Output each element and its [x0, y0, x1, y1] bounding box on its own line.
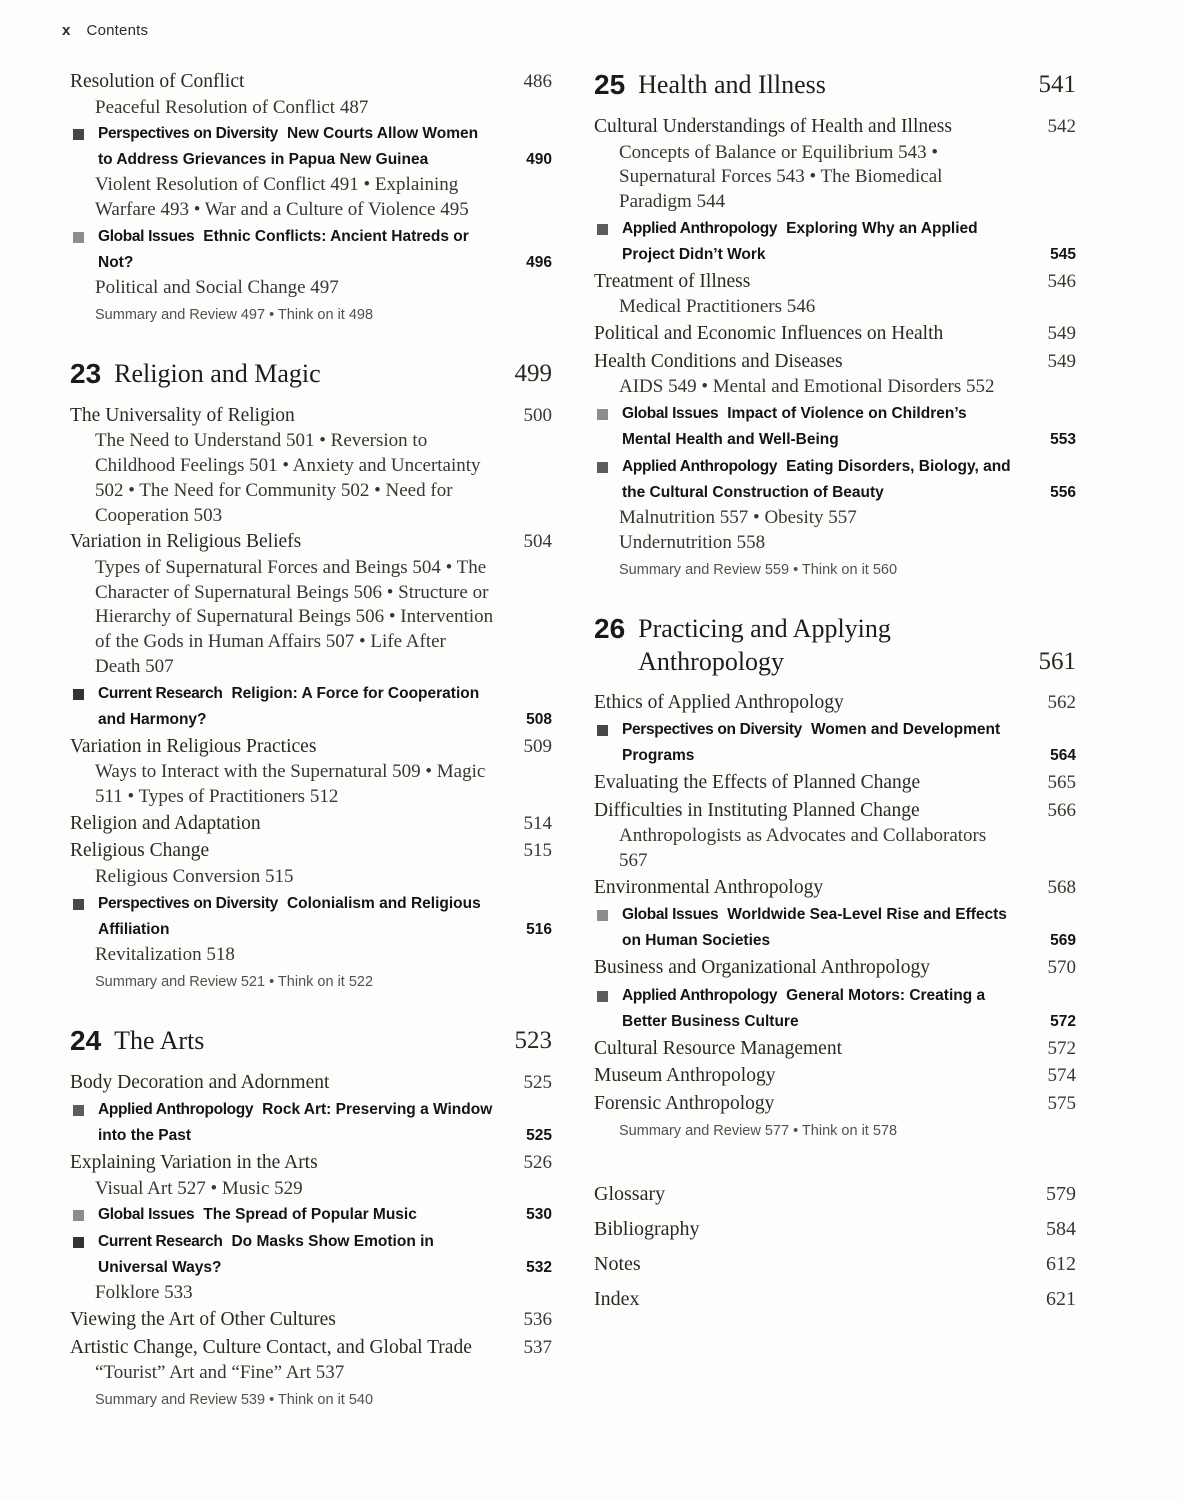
- page-number: 584: [1046, 1218, 1076, 1241]
- page-number: 516: [526, 920, 552, 938]
- back-matter-entry[interactable]: [594, 1282, 1076, 1317]
- page-number: 536: [523, 1309, 552, 1331]
- toc-subsection-text: Visual Art 527 • Music 529: [95, 1177, 303, 1199]
- feature-marker-square-icon: [597, 725, 608, 736]
- toc-feature-box-entry[interactable]: [70, 1202, 552, 1228]
- toc-section-entry[interactable]: [594, 1062, 1076, 1090]
- page-number: 508: [526, 710, 552, 728]
- feature-marker-square-icon: [73, 129, 84, 140]
- page-number: 504: [523, 531, 552, 553]
- back-matter-title: Glossary: [594, 1183, 666, 1206]
- feature-title: Women and Development Programs: [622, 721, 1001, 765]
- toc-section-title: Ethics of Applied Anthropology: [594, 691, 844, 713]
- toc-subsection-entry[interactable]: [619, 295, 1076, 320]
- toc-section-entry[interactable]: [70, 837, 552, 865]
- feature-marker-square-icon: [597, 462, 608, 473]
- toc-section-title: Viewing the Art of Other Cultures: [70, 1309, 336, 1331]
- page-number: 561: [1038, 647, 1076, 675]
- page-number: 549: [1047, 350, 1076, 372]
- toc-subsection-text: Concepts of Balance or Equilibrium 543 • Supernatural Forces 543 • The Biomedical Paradigm 544: [619, 141, 943, 213]
- back-matter-section: [594, 1177, 1076, 1317]
- toc-section-entry[interactable]: [594, 689, 1076, 717]
- page-number: 546: [1047, 270, 1076, 292]
- page-number: 532: [526, 1259, 552, 1277]
- feature-marker-square-icon: [597, 991, 608, 1002]
- page-number: 621: [1046, 1288, 1076, 1311]
- toc-subsection-text: “Tourist” Art and “Fine” Art 537: [95, 1362, 345, 1384]
- toc-subsection-text: Anthropologists as Advocates and Collaborators 567: [619, 825, 987, 871]
- summary-review-line[interactable]: Summary and Review 577 • Think on it 578: [619, 1123, 898, 1140]
- feature-title: Worldwide Sea-Level Rise and Effects on Human Societies: [622, 906, 1007, 950]
- toc-subsection-text: Malnutrition 557 • Obesity 557: [619, 506, 857, 528]
- feature-title: Exploring Why an Applied Project Didn’t Work: [622, 219, 978, 263]
- summary-review-line[interactable]: Summary and Review 497 • Think on it 498: [95, 306, 374, 323]
- toc-section-title: Health Conditions and Diseases: [594, 350, 843, 372]
- toc-section-entry[interactable]: [594, 113, 1076, 141]
- feature-title: General Motors: Creating a Better Business Culture: [622, 986, 986, 1030]
- back-matter-title: Bibliography: [594, 1218, 700, 1241]
- toc-subsection-entry[interactable]: [95, 760, 552, 810]
- toc-section-title: Difficulties in Instituting Planned Change: [594, 799, 920, 821]
- chapter-heading[interactable]: [70, 1024, 552, 1058]
- toc-subsection-entry[interactable]: [95, 1177, 552, 1202]
- toc-feature-box-entry[interactable]: [594, 401, 1076, 453]
- back-matter-entry[interactable]: [594, 1212, 1076, 1247]
- toc-feature-box-entry[interactable]: [70, 891, 552, 943]
- toc-section-title: Religion and Adaptation: [70, 812, 261, 834]
- feature-marker-square-icon: [73, 1105, 84, 1116]
- feature-marker-square-icon: [73, 1237, 84, 1248]
- toc-section-entry[interactable]: [594, 1035, 1076, 1063]
- toc-feature-box-entry[interactable]: [594, 983, 1076, 1035]
- toc-subsection-entry[interactable]: [619, 531, 1076, 556]
- toc-subsection-text: Undernutrition 558: [619, 531, 766, 553]
- chapter-number: 25: [594, 69, 626, 100]
- toc-section-entry[interactable]: [594, 1090, 1076, 1118]
- feature-kicker-label: Applied Anthropology: [622, 457, 778, 475]
- toc-column-right: [594, 68, 1076, 1317]
- toc-section-entry[interactable]: [594, 320, 1076, 348]
- toc-subsection-entry[interactable]: [95, 96, 552, 121]
- toc-subsection-text: Medical Practitioners 546: [619, 296, 816, 318]
- toc-section-title: Treatment of Illness: [594, 270, 751, 292]
- page-number: 612: [1046, 1253, 1076, 1276]
- summary-review-line[interactable]: Summary and Review 521 • Think on it 522: [95, 973, 374, 990]
- toc-section-title: Religious Change: [70, 840, 210, 862]
- toc-section-title: Cultural Understandings of Health and Illness: [594, 116, 952, 137]
- toc-section-entry[interactable]: [70, 528, 552, 556]
- toc-feature-box-entry[interactable]: [594, 902, 1076, 954]
- feature-kicker-label: Global Issues: [622, 906, 719, 924]
- page-number: 525: [523, 1071, 552, 1093]
- feature-marker-square-icon: [597, 910, 608, 921]
- toc-section-title: Variation in Religious Beliefs: [70, 531, 302, 553]
- page-number: 486: [523, 71, 552, 92]
- toc-section-entry[interactable]: [594, 268, 1076, 296]
- page-number: 556: [1050, 483, 1076, 501]
- toc-section-entry[interactable]: [594, 797, 1076, 825]
- page-number: 500: [523, 404, 552, 426]
- feature-kicker-label: Current Research: [98, 684, 223, 702]
- feature-kicker-label: Applied Anthropology: [622, 219, 778, 237]
- back-matter-title: Notes: [594, 1253, 641, 1276]
- feature-kicker-label: Applied Anthropology: [98, 1101, 254, 1119]
- toc-feature-box-entry[interactable]: [70, 121, 552, 173]
- toc-section-entry[interactable]: [70, 1334, 552, 1362]
- page-number: 515: [523, 840, 552, 862]
- chapter-heading[interactable]: [594, 612, 1076, 678]
- page-number: 542: [1047, 116, 1076, 137]
- toc-section-title: Resolution of Conflict: [70, 71, 245, 92]
- toc-subsection-text: Religious Conversion 515: [95, 865, 294, 887]
- toc-subsection-text: Folklore 533: [95, 1282, 193, 1304]
- feature-title: Ethnic Conflicts: Ancient Hatreds or Not?: [98, 227, 469, 271]
- page-number: 564: [1050, 747, 1076, 765]
- page-number: 526: [523, 1152, 552, 1174]
- feature-kicker-label: Current Research: [98, 1233, 223, 1251]
- page-number: 562: [1047, 691, 1076, 713]
- toc-section-entry[interactable]: [70, 68, 552, 96]
- toc-subsection-entry[interactable]: [95, 556, 552, 680]
- folio-number: x: [62, 22, 71, 39]
- toc-feature-box-entry[interactable]: [70, 1097, 552, 1149]
- feature-title: Eating Disorders, Biology, and the Cultural Construction of Beauty: [622, 457, 1011, 501]
- chapter-heading[interactable]: [70, 357, 552, 391]
- page-number: 499: [514, 359, 552, 387]
- toc-subsection-text: Political and Social Change 497: [95, 276, 339, 298]
- toc-section-title: Variation in Religious Practices: [70, 735, 317, 757]
- feature-title: New Courts Allow Women to Address Grievances in Papua New Guinea: [98, 125, 479, 169]
- toc-section-entry[interactable]: [594, 348, 1076, 376]
- feature-title: Religion: A Force for Cooperation and Harmony?: [98, 684, 480, 728]
- chapter-title: Health and Illness: [638, 70, 826, 99]
- feature-title: Colonialism and Religious Affiliation: [98, 894, 481, 938]
- back-matter-entry[interactable]: [594, 1177, 1076, 1212]
- toc-subsection-text: Types of Supernatural Forces and Beings 504 • The Character of Supernatural Beings 506 • Structure or Hierarchy of Supernatural Beings 506 • Intervention of the Gods in Human Affairs 507 • Life After Death 507: [95, 556, 494, 678]
- toc-section-title: Cultural Resource Management: [594, 1037, 843, 1059]
- toc-section-title: Political and Economic Influences on Health: [594, 323, 944, 345]
- toc-section-title: The Universality of Religion: [70, 404, 295, 426]
- toc-section-entry[interactable]: [70, 810, 552, 838]
- feature-kicker-label: Applied Anthropology: [622, 986, 778, 1004]
- chapter-number: 26: [594, 612, 626, 644]
- page-number: 569: [1050, 932, 1076, 950]
- toc-subsection-entry[interactable]: [95, 276, 552, 301]
- toc-feature-box-entry[interactable]: [70, 1229, 552, 1281]
- feature-kicker-label: Perspectives on Diversity: [98, 125, 278, 143]
- toc-section-title: Forensic Anthropology: [594, 1092, 775, 1114]
- page-number: 541: [1038, 71, 1076, 98]
- page-number: 545: [1050, 245, 1076, 263]
- feature-marker-square-icon: [73, 232, 84, 243]
- toc-feature-box-entry[interactable]: [594, 454, 1076, 506]
- toc-subsection-entry[interactable]: [619, 375, 1076, 400]
- page-number: 509: [523, 735, 552, 757]
- feature-marker-square-icon: [597, 409, 608, 420]
- toc-section-title: Explaining Variation in the Arts: [70, 1152, 318, 1174]
- toc-section-title: Evaluating the Effects of Planned Change: [594, 772, 921, 794]
- feature-title: Do Masks Show Emotion in Universal Ways?: [98, 1233, 434, 1277]
- page-number: 575: [1047, 1092, 1076, 1114]
- summary-review-line[interactable]: Summary and Review 559 • Think on it 560: [619, 561, 898, 578]
- back-matter-entry[interactable]: [594, 1247, 1076, 1282]
- feature-title: Rock Art: Preserving a Window into the Past: [98, 1101, 493, 1145]
- toc-feature-box-entry[interactable]: [594, 216, 1076, 268]
- feature-kicker-label: Global Issues: [98, 1206, 195, 1224]
- page-number: 525: [526, 1127, 552, 1145]
- chapter-number: 23: [70, 357, 102, 389]
- toc-section-title: Business and Organizational Anthropology: [594, 957, 930, 979]
- page-number: 537: [523, 1336, 552, 1358]
- toc-subsection-entry[interactable]: [619, 141, 1076, 215]
- toc-subsection-entry[interactable]: [95, 173, 552, 223]
- toc-subsection-entry[interactable]: [619, 506, 1076, 531]
- page-number: 572: [1050, 1012, 1076, 1030]
- page-number: 514: [523, 812, 552, 834]
- toc-subsection-entry[interactable]: [95, 1281, 552, 1306]
- chapter-number: 24: [70, 1024, 102, 1056]
- page-number: 566: [1047, 799, 1076, 821]
- toc-subsection-entry[interactable]: [95, 865, 552, 890]
- toc-subsection-text: Ways to Interact with the Supernatural 509 • Magic 511 • Types of Practitioners 512: [95, 761, 486, 808]
- page-number: 572: [1047, 1037, 1076, 1059]
- page-number: 570: [1047, 957, 1076, 979]
- toc-section-entry[interactable]: [70, 733, 552, 761]
- page-number: 490: [526, 151, 552, 169]
- feature-kicker-label: Perspectives on Diversity: [622, 721, 802, 739]
- feature-marker-square-icon: [73, 689, 84, 700]
- toc-section-entry[interactable]: [70, 1149, 552, 1177]
- page-number: 549: [1047, 323, 1076, 345]
- feature-kicker-label: Perspectives on Diversity: [98, 894, 278, 912]
- toc-feature-box-entry[interactable]: [70, 224, 552, 276]
- toc-subsection-entry[interactable]: [95, 429, 552, 528]
- toc-subsection-text: Revitalization 518: [95, 943, 235, 965]
- page-number: 565: [1047, 772, 1076, 794]
- summary-review-line[interactable]: Summary and Review 539 • Think on it 540: [95, 1391, 374, 1408]
- toc-section-title: Museum Anthropology: [594, 1065, 776, 1087]
- toc-column-left: [70, 68, 552, 1412]
- toc-feature-box-entry[interactable]: [594, 717, 1076, 769]
- toc-subsection-entry[interactable]: [95, 943, 552, 968]
- toc-section-entry[interactable]: [70, 402, 552, 430]
- chapter-title: Religion and Magic: [114, 358, 321, 388]
- chapter-heading[interactable]: [594, 68, 1076, 102]
- feature-title: The Spread of Popular Music: [203, 1206, 417, 1224]
- toc-section-entry[interactable]: [594, 769, 1076, 797]
- back-matter-title: Index: [594, 1288, 640, 1311]
- toc-feature-box-entry[interactable]: [70, 681, 552, 733]
- feature-marker-square-icon: [597, 224, 608, 235]
- toc-section-title: Environmental Anthropology: [594, 876, 824, 898]
- toc-subsection-entry[interactable]: [619, 824, 1076, 874]
- page-number: 553: [1050, 430, 1076, 448]
- feature-marker-square-icon: [73, 1210, 84, 1221]
- toc-subsection-text: The Need to Understand 501 • Reversion to Childhood Feelings 501 • Anxiety and Uncertainty 502 • The Need for Community 502 • Need for Cooperation 503: [95, 430, 481, 526]
- toc-section-entry[interactable]: [70, 1069, 552, 1097]
- running-head: [62, 22, 148, 39]
- toc-section-entry[interactable]: [594, 954, 1076, 982]
- chapter-title: The Arts: [114, 1025, 205, 1055]
- toc-subsection-entry[interactable]: [95, 1361, 552, 1386]
- toc-section-title: Body Decoration and Adornment: [70, 1071, 330, 1093]
- feature-kicker-label: Global Issues: [98, 227, 195, 245]
- toc-subsection-text: AIDS 549 • Mental and Emotional Disorders 552: [619, 376, 995, 398]
- toc-section-entry[interactable]: [70, 1306, 552, 1334]
- running-head-label: Contents: [86, 22, 149, 39]
- toc-section-entry[interactable]: [594, 874, 1076, 902]
- chapter-title: Practicing and Applying Anthropology: [638, 613, 891, 676]
- page-number: 568: [1047, 876, 1076, 898]
- page-number: 523: [514, 1026, 552, 1054]
- feature-marker-square-icon: [73, 899, 84, 910]
- feature-kicker-label: Global Issues: [622, 404, 719, 422]
- page-number: 496: [526, 253, 552, 271]
- page-number: 579: [1046, 1183, 1076, 1206]
- toc-section-title: Artistic Change, Culture Contact, and Global Trade: [70, 1336, 472, 1358]
- page-number: 574: [1047, 1065, 1076, 1087]
- page-number: 530: [526, 1206, 552, 1224]
- toc-subsection-text: Violent Resolution of Conflict 491 • Explaining Warfare 493 • War and a Culture of Violence 495: [95, 174, 469, 221]
- feature-title: Impact of Violence on Children’s Mental Health and Well-Being: [622, 404, 967, 448]
- toc-subsection-text: Peaceful Resolution of Conflict 487: [95, 96, 369, 118]
